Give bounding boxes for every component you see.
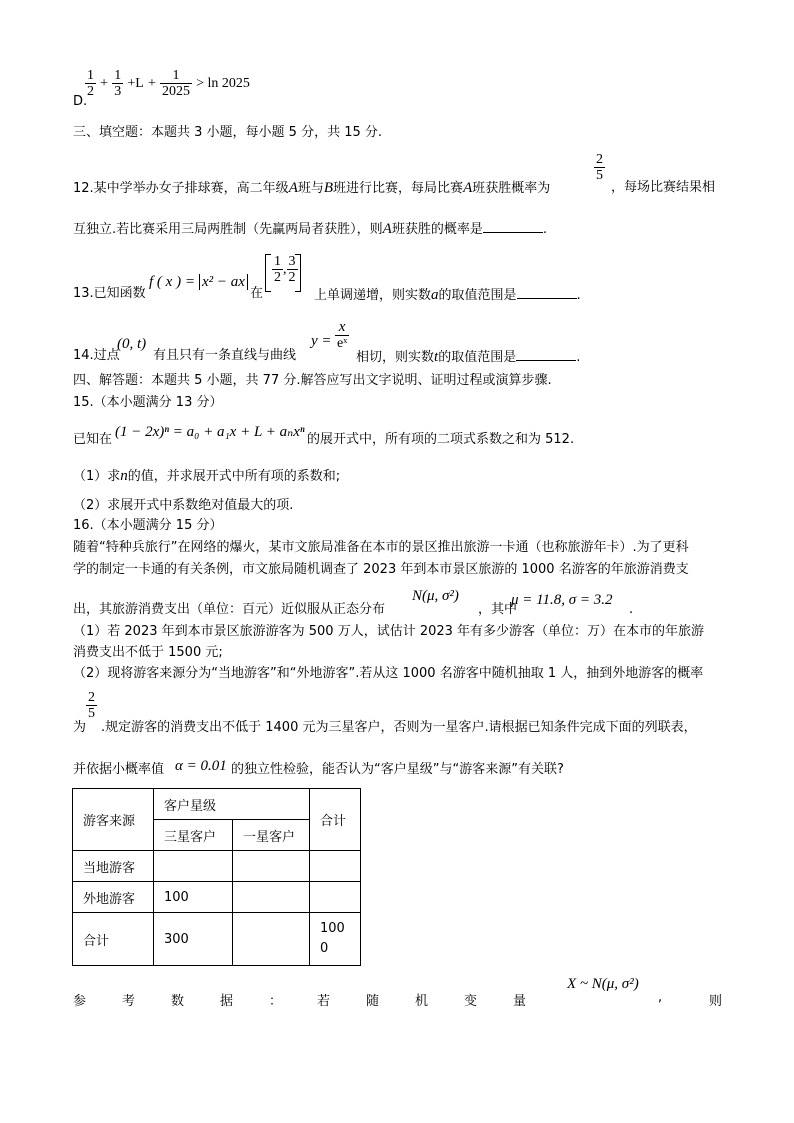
- fraction-1-2: $\frac{1}{2}$: [87, 68, 94, 99]
- random-variable-expr: X ~ N(μ, σ²): [567, 976, 639, 992]
- q16-part-2-line-1: （2）现将游客来源分为“当地游客”和“外地游客”.若从这 1000 名游客中随机抽取 1 人，抽到外地游客的概率: [73, 666, 704, 681]
- table-row: [73, 882, 361, 913]
- q16-title: 16.（本小题满分 15 分）: [73, 518, 223, 533]
- answer-blank: [516, 348, 576, 361]
- row-label: 外地游客: [73, 882, 154, 913]
- section-3-heading: 三、填空题：本题共 3 小题，每小题 5 分，共 15 分.: [73, 125, 383, 140]
- table-row: [73, 851, 361, 882]
- outside-probability: $\frac{2}{5}$: [88, 690, 95, 721]
- table-row: [73, 913, 361, 966]
- section-4-heading: 四、解答题：本题共 5 小题，共 77 分.解答应写出文字说明、证明过程或演算步骤.: [73, 373, 552, 388]
- row-label: 当地游客: [73, 851, 154, 882]
- q16-stem-1: 随着“特种兵旅行”在网络的爆火，某市文旅局准备在本市的景区推出旅游一卡通（也称旅游年卡）.为了更科: [73, 540, 689, 555]
- header-three-star: 三星客户: [154, 820, 233, 851]
- q15-part-1: （1）求n的值，并求展开式中所有项的系数和;: [73, 468, 341, 484]
- answer-blank: [517, 286, 577, 299]
- q15-title: 15.（本小题满分 13 分）: [73, 395, 223, 410]
- q16-stem-2: 学的制定一卡通的有关条例，市文旅局随机调查了 2023 年到本市景区旅游的 1000 名游客的年旅游消费支: [73, 562, 689, 577]
- row-label: 合计: [73, 913, 154, 966]
- option-expression: $\frac{1}{2}$ + $\frac{1}{3}$ +L + $\frac{1}{2025}$ > ln 2025: [87, 68, 250, 99]
- binomial-expansion: (1 − 2x)ⁿ = a₀ + a₁x + L + aₙxⁿ: [115, 424, 305, 440]
- alpha-value: α = 0.01: [175, 758, 227, 774]
- curve-fraction: $\frac{x}{\text{eˣ}}$: [337, 319, 348, 351]
- header-source: 游客来源: [73, 789, 154, 851]
- distribution-params: μ = 11.8, σ = 3.2: [511, 592, 613, 608]
- cell-one: [233, 913, 310, 966]
- cell-three: 100: [154, 882, 233, 913]
- ln-relation: > ln 2025: [196, 76, 250, 91]
- point: (0, t): [117, 336, 147, 352]
- q15-part-2: （2）求展开式中系数绝对值最大的项.: [73, 498, 294, 513]
- q12-line-2: 互独立.若比赛采用三局两胜制（先赢两局者获胜），则A班获胜的概率是 .: [73, 221, 547, 237]
- option-label: D.: [73, 94, 88, 109]
- normal-distribution: N(μ, σ²): [412, 588, 459, 604]
- cell-one: [233, 882, 310, 913]
- contingency-table: [72, 788, 361, 966]
- cell-one: [233, 851, 310, 882]
- header-one-star: 一星客户: [233, 820, 310, 851]
- function-f: f ( x ) =: [149, 274, 195, 290]
- cell-total: [310, 882, 361, 913]
- q16-part-1-line-2: 消费支出不低于 1500 元;: [73, 645, 223, 660]
- header-total: 合计: [310, 789, 361, 851]
- interval: $\frac{1}{2}$ , $\frac{3}{2}$: [265, 254, 301, 292]
- reference-line: 参 考 数 据 ： 若 随 机 变 量 X ~ N(μ, σ²) , 则: [73, 976, 723, 1009]
- cell-three: 300: [154, 913, 233, 966]
- cell-three: [154, 851, 233, 882]
- q12-probability: $\frac{2}{5}$: [596, 152, 603, 183]
- header-level: 客户星级: [154, 789, 310, 820]
- answer-blank: [483, 220, 543, 233]
- cell-total: 1000: [310, 913, 361, 966]
- abs-expression: x² − ax: [199, 274, 248, 290]
- fraction-1-2025: $\frac{1}{2025}$: [161, 68, 190, 99]
- fraction-1-3: $\frac{1}{3}$: [114, 68, 122, 99]
- cell-total: [310, 851, 361, 882]
- q16-part-1-line-1: （1）若 2023 年到本市景区旅游游客为 500 万人，试估计 2023 年有多少游客（单位：万）在本市的年旅游: [73, 624, 705, 639]
